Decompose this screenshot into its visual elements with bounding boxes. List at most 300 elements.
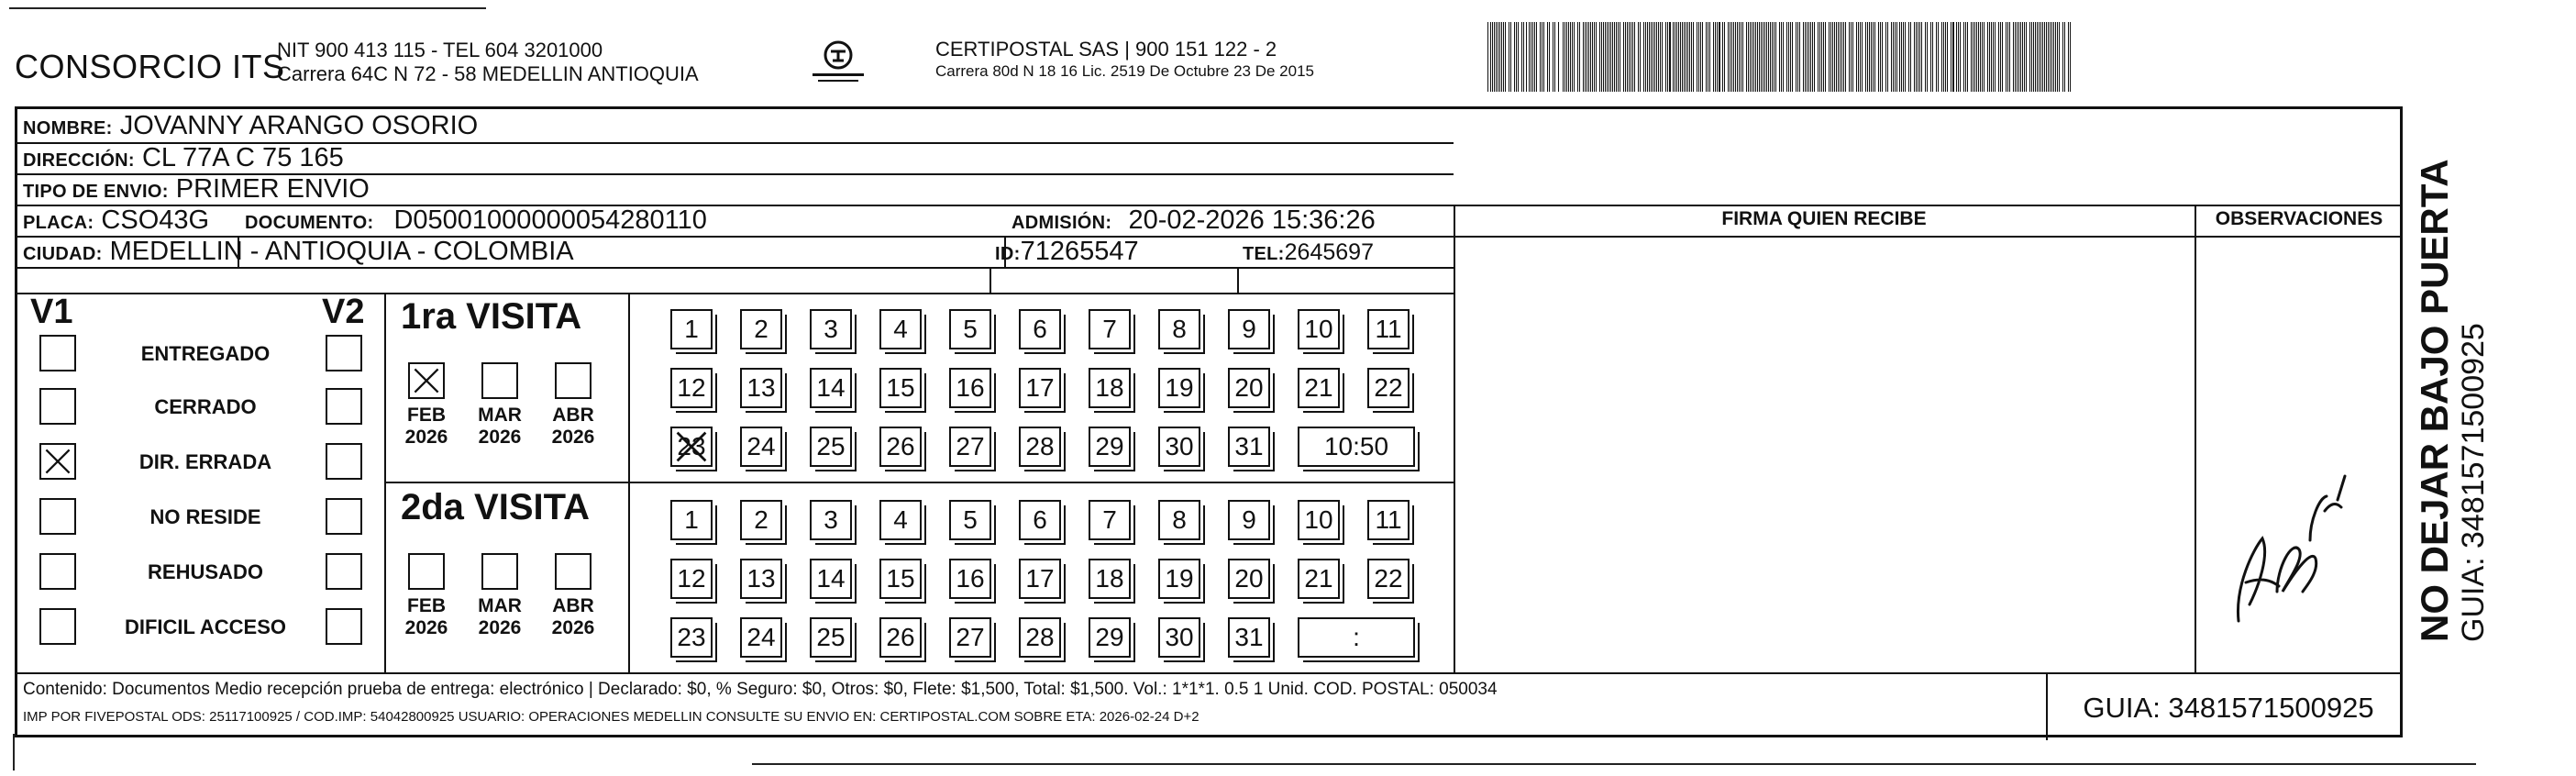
status-label: DIFICIL ACCESO bbox=[124, 615, 286, 638]
visit1-title: 1ra VISITA bbox=[401, 296, 582, 337]
barcode-bar bbox=[1618, 22, 1619, 92]
visit2-day-22[interactable]: 22 bbox=[1367, 559, 1410, 599]
v2-checkbox[interactable] bbox=[326, 498, 362, 535]
visit2-day-9[interactable]: 9 bbox=[1228, 500, 1270, 540]
visit1-day-11[interactable]: 11 bbox=[1367, 309, 1410, 349]
visit2-time-box[interactable]: : bbox=[1298, 617, 1415, 658]
visit1-day-19[interactable]: 19 bbox=[1158, 368, 1200, 408]
id-label: ID: bbox=[995, 244, 1021, 264]
barcode-bar bbox=[2062, 22, 2063, 92]
visit1-month-label bbox=[472, 405, 527, 449]
visit1-day-3[interactable]: 3 bbox=[810, 309, 852, 349]
visit1-day-24[interactable]: 24 bbox=[740, 427, 782, 467]
barcode-bar bbox=[1585, 22, 1586, 92]
barcode-bar bbox=[1905, 22, 1906, 92]
visit1-month-checkbox[interactable] bbox=[408, 362, 445, 399]
visit1-day-10[interactable]: 10 bbox=[1298, 309, 1340, 349]
barcode-bar bbox=[1746, 22, 1747, 92]
visit2-day-15[interactable]: 15 bbox=[879, 559, 922, 599]
barcode-bar bbox=[2026, 22, 2027, 92]
barcode-bar bbox=[1829, 22, 1830, 92]
barcode-bar bbox=[1845, 22, 1846, 92]
visit1-day-15[interactable]: 15 bbox=[879, 368, 922, 408]
barcode-bar bbox=[1662, 22, 1663, 92]
visit2-month-checkbox[interactable] bbox=[555, 553, 591, 590]
tipo-field bbox=[23, 174, 370, 205]
visit2-day-20[interactable]: 20 bbox=[1228, 559, 1270, 599]
barcode-bar bbox=[2059, 22, 2060, 92]
v2-checkbox[interactable] bbox=[326, 443, 362, 480]
month-year: 2026 bbox=[404, 427, 448, 448]
visit2-day-13[interactable]: 13 bbox=[740, 559, 782, 599]
barcode-bar bbox=[1627, 22, 1628, 92]
visit1-day-7[interactable]: 7 bbox=[1089, 309, 1131, 349]
visit1-day-6[interactable]: 6 bbox=[1019, 309, 1061, 349]
barcode-bar bbox=[2070, 22, 2071, 92]
month-name: ABR bbox=[552, 595, 594, 616]
barcode-bar bbox=[1554, 22, 1555, 92]
barcode-bar bbox=[1588, 22, 1589, 92]
barcode-bar bbox=[1647, 22, 1648, 92]
barcode-bar bbox=[2022, 22, 2023, 92]
v1-checkbox[interactable] bbox=[39, 443, 76, 480]
barcode-bar bbox=[2053, 22, 2054, 92]
status-label: NO RESIDE bbox=[149, 505, 261, 528]
barcode-bar bbox=[2064, 22, 2065, 92]
barcode-bar bbox=[1916, 22, 1917, 92]
barcode-bar bbox=[1534, 22, 1535, 92]
visit2-day-4[interactable]: 4 bbox=[879, 500, 922, 540]
direccion-field bbox=[23, 143, 344, 173]
barcode-bar bbox=[1702, 22, 1703, 92]
barcode-bar bbox=[1783, 22, 1784, 92]
v2-checkbox[interactable] bbox=[326, 553, 362, 590]
visit2-month-checkbox[interactable] bbox=[481, 553, 518, 590]
barcode-bar bbox=[1733, 22, 1734, 92]
visit1-month-checkbox[interactable] bbox=[481, 362, 518, 399]
barcode-bar bbox=[1499, 22, 1500, 92]
barcode-bar bbox=[1819, 22, 1820, 92]
barcode-bar bbox=[1594, 22, 1595, 92]
visit2-day-7[interactable]: 7 bbox=[1089, 500, 1131, 540]
handwritten-signature bbox=[2218, 412, 2365, 632]
visit2-day-8[interactable]: 8 bbox=[1158, 500, 1200, 540]
footer-print-info: IMP POR FIVEPOSTAL ODS: 25117100925 / COD.IMP: 54042800925 USUARIO: OPERACIONES MEDELLIN CONSULTE SU ENVIO EN: CERTIPOSTAL.COM SOBRE ETA: 2026-02-24 D+2 bbox=[23, 709, 1200, 725]
barcode-bar bbox=[1490, 22, 1491, 92]
barcode-bar bbox=[1788, 22, 1789, 92]
barcode-bar bbox=[1803, 22, 1804, 92]
barcode-bar bbox=[1925, 22, 1926, 92]
barcode-bar bbox=[1596, 22, 1597, 92]
visit2-day-12[interactable]: 12 bbox=[670, 559, 713, 599]
visit1-day-16[interactable]: 16 bbox=[949, 368, 991, 408]
left-rule bbox=[13, 734, 15, 770]
barcode-bar bbox=[2051, 22, 2052, 92]
month-year: 2026 bbox=[478, 617, 522, 638]
barcode-bar bbox=[1825, 22, 1826, 92]
barcode-bar bbox=[1543, 22, 1544, 92]
barcode-bar bbox=[1510, 22, 1511, 92]
barcode-bar bbox=[1965, 22, 1966, 92]
barcode-bar bbox=[1910, 22, 1911, 92]
barcode-bar bbox=[1651, 22, 1652, 92]
barcode-bar bbox=[1503, 22, 1504, 92]
barcode-bar bbox=[1590, 22, 1591, 92]
visit2-day-3[interactable]: 3 bbox=[810, 500, 852, 540]
barcode-bar bbox=[1523, 22, 1524, 92]
barcode-bar bbox=[1616, 22, 1617, 92]
visit2-month-label bbox=[472, 595, 527, 639]
v2-checkbox[interactable] bbox=[326, 335, 362, 371]
status-label: DIR. ERRADA bbox=[138, 450, 272, 473]
barcode-bar bbox=[1852, 22, 1853, 92]
visit2-day-10[interactable]: 10 bbox=[1298, 500, 1340, 540]
barcode-bar bbox=[1775, 22, 1776, 92]
placa-value: CSO43G bbox=[101, 205, 210, 235]
barcode-bar bbox=[2015, 22, 2016, 92]
company-info bbox=[277, 39, 699, 86]
barcode-bar bbox=[1649, 22, 1650, 92]
visit2-day-14[interactable]: 14 bbox=[810, 559, 852, 599]
barcode-bar bbox=[1768, 22, 1769, 92]
barcode-bar bbox=[2044, 22, 2045, 92]
barcode-bar bbox=[1742, 22, 1743, 92]
visit2-day-2[interactable]: 2 bbox=[740, 500, 782, 540]
barcode-bar bbox=[2031, 22, 2032, 92]
barcode-bar bbox=[1689, 22, 1690, 92]
visit1-day-26[interactable]: 26 bbox=[879, 427, 922, 467]
barcode-bar bbox=[1665, 22, 1666, 92]
barcode-bar bbox=[1974, 22, 1975, 92]
visit1-day-18[interactable]: 18 bbox=[1089, 368, 1131, 408]
barcode-bar bbox=[1945, 22, 1946, 92]
visit1-day-4[interactable]: 4 bbox=[879, 309, 922, 349]
barcode-bar bbox=[1579, 22, 1580, 92]
nombre-label: NOMBRE: bbox=[23, 118, 113, 139]
month-year: 2026 bbox=[478, 427, 522, 448]
visit2-day-27[interactable]: 27 bbox=[949, 617, 991, 658]
barcode-bar bbox=[1682, 22, 1683, 92]
check-x-icon bbox=[41, 445, 74, 478]
visit2-day-18[interactable]: 18 bbox=[1089, 559, 1131, 599]
barcode-bar bbox=[1899, 22, 1900, 92]
visit1-day-1[interactable]: 1 bbox=[670, 309, 713, 349]
barcode-bar bbox=[1638, 22, 1639, 92]
visit1-time-box[interactable]: 10:50 bbox=[1298, 427, 1415, 467]
tipo-value: PRIMER ENVIO bbox=[175, 174, 370, 204]
month-name: MAR bbox=[478, 595, 522, 616]
v2-checkbox[interactable] bbox=[326, 388, 362, 425]
barcode-bar bbox=[1540, 22, 1541, 92]
id-field bbox=[995, 237, 1139, 267]
visit2-day-31[interactable]: 31 bbox=[1228, 617, 1270, 658]
footer-contents: Contenido: Documentos Medio recepción prueba de entrega: electrónico | Declarado: $0, % Seguro: $0, Otros: $0, Flete: $1,500, Total: $1,500. Vol.: 1*1*1. 0.5 1 Unid. COD. POSTAL: 050034 bbox=[23, 680, 1498, 699]
month-name: FEB bbox=[407, 595, 446, 616]
v1-checkbox[interactable] bbox=[39, 608, 76, 645]
visit2-month-label bbox=[546, 595, 601, 639]
barcode-bar bbox=[1739, 22, 1740, 92]
direccion-label: DIRECCIÓN: bbox=[23, 150, 135, 171]
barcode-bar bbox=[1932, 22, 1933, 92]
barcode-bar bbox=[1601, 22, 1602, 92]
barcode-bar bbox=[1836, 22, 1837, 92]
visit2-day-17[interactable]: 17 bbox=[1019, 559, 1061, 599]
barcode-bar bbox=[1947, 22, 1948, 92]
visit1-month-checkbox[interactable] bbox=[555, 362, 591, 399]
barcode-bar bbox=[2039, 22, 2040, 92]
barcode-bar bbox=[1724, 22, 1725, 92]
visit2-day-25[interactable]: 25 bbox=[810, 617, 852, 658]
barcode-bar bbox=[1549, 22, 1550, 92]
id-value: 71265547 bbox=[1020, 237, 1139, 266]
barcode-bar bbox=[1914, 22, 1915, 92]
visit1-day-23[interactable]: 23 bbox=[670, 427, 713, 467]
barcode-bar bbox=[1814, 22, 1815, 92]
barcode-bar bbox=[1547, 22, 1548, 92]
barcode-bar bbox=[2035, 22, 2036, 92]
barcode-bar bbox=[1717, 22, 1718, 92]
barcode-bar bbox=[1851, 22, 1852, 92]
barcode-bar bbox=[2002, 22, 2003, 92]
barcode-bar bbox=[1558, 22, 1559, 92]
visit2-day-28[interactable]: 28 bbox=[1019, 617, 1061, 658]
month-name: MAR bbox=[478, 405, 522, 426]
v1-heading: V1 bbox=[30, 293, 73, 331]
barcode-bar bbox=[1764, 22, 1765, 92]
barcode-bar bbox=[1487, 22, 1488, 92]
barcode-bar bbox=[1673, 22, 1674, 92]
barcode-bar bbox=[1967, 22, 1968, 92]
barcode-bar bbox=[1834, 22, 1835, 92]
status-label: ENTREGADO bbox=[140, 342, 271, 365]
barcode-bar bbox=[1873, 22, 1874, 92]
visit2-title: 2da VISITA bbox=[401, 487, 590, 527]
barcode-bar bbox=[1753, 22, 1754, 92]
barcode-bar bbox=[1896, 22, 1897, 92]
barcode-bar bbox=[1748, 22, 1749, 92]
barcode-bar bbox=[1880, 22, 1881, 92]
barcode-bar bbox=[1684, 22, 1685, 92]
visit1-day-20[interactable]: 20 bbox=[1228, 368, 1270, 408]
visit1-day-30[interactable]: 30 bbox=[1158, 427, 1200, 467]
visit1-day-21[interactable]: 21 bbox=[1298, 368, 1340, 408]
barcode-bar bbox=[1496, 22, 1497, 92]
barcode-bar bbox=[1849, 22, 1850, 92]
barcode-bar bbox=[1700, 22, 1701, 92]
admision-value: 20-02-2026 15:36:26 bbox=[1128, 205, 1376, 235]
barcode-bar bbox=[1728, 22, 1729, 92]
barcode-bar bbox=[1592, 22, 1593, 92]
barcode-bar bbox=[1978, 22, 1979, 92]
barcode-bar bbox=[1980, 22, 1981, 92]
barcode-bar bbox=[1737, 22, 1738, 92]
barcode-bar bbox=[1529, 22, 1530, 92]
barcode bbox=[1487, 22, 2074, 92]
barcode-bar bbox=[1532, 22, 1533, 92]
barcode-bar bbox=[2055, 22, 2056, 92]
barcode-bar bbox=[1536, 22, 1537, 92]
barcode-bar bbox=[1995, 22, 1996, 92]
barcode-bar bbox=[2042, 22, 2043, 92]
admision-label: ADMISIÓN: bbox=[1012, 213, 1112, 233]
status-label: REHUSADO bbox=[148, 560, 263, 583]
visit1-month-label bbox=[546, 405, 601, 449]
barcode-bar bbox=[2006, 22, 2007, 92]
day-cross-mark bbox=[670, 427, 713, 467]
tel-field bbox=[1243, 239, 1374, 266]
visit1-day-12[interactable]: 12 bbox=[670, 368, 713, 408]
barcode-bar bbox=[1645, 22, 1646, 92]
barcode-bar bbox=[1574, 22, 1575, 92]
barcode-bar bbox=[1936, 22, 1937, 92]
barcode-bar bbox=[1808, 22, 1809, 92]
barcode-bar bbox=[1731, 22, 1732, 92]
v1-checkbox[interactable] bbox=[39, 388, 76, 425]
barcode-bar bbox=[1865, 22, 1866, 92]
barcode-bar bbox=[1882, 22, 1883, 92]
barcode-bar bbox=[1878, 22, 1879, 92]
barcode-bar bbox=[1755, 22, 1756, 92]
barcode-bar bbox=[2024, 22, 2025, 92]
v1-checkbox[interactable] bbox=[39, 335, 76, 371]
barcode-bar bbox=[1610, 22, 1611, 92]
barcode-bar bbox=[1927, 22, 1928, 92]
visit1-day-14[interactable]: 14 bbox=[810, 368, 852, 408]
nit-line: NIT 900 413 115 - TEL 604 3201000 bbox=[277, 39, 603, 61]
visit2-month-label bbox=[399, 595, 454, 639]
barcode-bar bbox=[1563, 22, 1564, 92]
barcode-bar bbox=[1823, 22, 1824, 92]
visit1-day-2[interactable]: 2 bbox=[740, 309, 782, 349]
visit2-day-26[interactable]: 26 bbox=[879, 617, 922, 658]
barcode-bar bbox=[1494, 22, 1495, 92]
visit2-day-6[interactable]: 6 bbox=[1019, 500, 1061, 540]
barcode-bar bbox=[1691, 22, 1692, 92]
barcode-bar bbox=[1667, 22, 1668, 92]
barcode-bar bbox=[1956, 22, 1957, 92]
barcode-bar bbox=[2040, 22, 2041, 92]
barcode-bar bbox=[1770, 22, 1771, 92]
visit1-day-5[interactable]: 5 bbox=[949, 309, 991, 349]
cross-x-icon bbox=[670, 427, 713, 467]
visit1-day-17[interactable]: 17 bbox=[1019, 368, 1061, 408]
barcode-bar bbox=[1715, 22, 1716, 92]
visit1-day-9[interactable]: 9 bbox=[1228, 309, 1270, 349]
barcode-bar bbox=[1693, 22, 1694, 92]
barcode-bar bbox=[2033, 22, 2034, 92]
barcode-bar bbox=[1516, 22, 1517, 92]
visit2-day-24[interactable]: 24 bbox=[740, 617, 782, 658]
barcode-bar bbox=[2048, 22, 2049, 92]
visit1-day-8[interactable]: 8 bbox=[1158, 309, 1200, 349]
certipostal-seal-icon bbox=[811, 37, 866, 92]
check-x-icon bbox=[410, 364, 443, 397]
barcode-bar bbox=[1658, 22, 1659, 92]
placa-field bbox=[23, 205, 209, 236]
barcode-bar bbox=[1858, 22, 1859, 92]
barcode-bar bbox=[1856, 22, 1857, 92]
visit2-day-23[interactable]: 23 bbox=[670, 617, 713, 658]
visit2-day-1[interactable]: 1 bbox=[670, 500, 713, 540]
barcode-bar bbox=[1976, 22, 1977, 92]
barcode-bar bbox=[1713, 22, 1714, 92]
visit2-day-19[interactable]: 19 bbox=[1158, 559, 1200, 599]
barcode-bar bbox=[2057, 22, 2058, 92]
visit2-month-checkbox[interactable] bbox=[408, 553, 445, 590]
placa-label: PLACA: bbox=[23, 213, 94, 233]
carrier-info bbox=[935, 39, 1314, 83]
visit1-day-29[interactable]: 29 bbox=[1089, 427, 1131, 467]
barcode-bar bbox=[1722, 22, 1723, 92]
barcode-bar bbox=[1706, 22, 1707, 92]
nombre-field bbox=[23, 111, 478, 141]
visit1-day-22[interactable]: 22 bbox=[1367, 368, 1410, 408]
barcode-bar bbox=[1993, 22, 1994, 92]
barcode-bar bbox=[1840, 22, 1841, 92]
visit2-day-11[interactable]: 11 bbox=[1367, 500, 1410, 540]
barcode-bar bbox=[1885, 22, 1886, 92]
barcode-bar bbox=[1629, 22, 1630, 92]
barcode-bar bbox=[1874, 22, 1875, 92]
visit2-day-16[interactable]: 16 bbox=[949, 559, 991, 599]
barcode-bar bbox=[1577, 22, 1578, 92]
tipo-label: TIPO DE ENVIO: bbox=[23, 182, 169, 202]
barcode-bar bbox=[1901, 22, 1902, 92]
barcode-bar bbox=[1750, 22, 1751, 92]
barcode-bar bbox=[1566, 22, 1567, 92]
visit1-day-31[interactable]: 31 bbox=[1228, 427, 1270, 467]
barcode-bar bbox=[1757, 22, 1758, 92]
barcode-bar bbox=[1963, 22, 1964, 92]
address-line: Carrera 64C N 72 - 58 MEDELLIN ANTIOQUIA bbox=[277, 62, 699, 85]
barcode-bar bbox=[2029, 22, 2030, 92]
visit2-day-21[interactable]: 21 bbox=[1298, 559, 1340, 599]
barcode-bar bbox=[1564, 22, 1565, 92]
barcode-bar bbox=[1612, 22, 1613, 92]
barcode-bar bbox=[1832, 22, 1833, 92]
visit1-day-13[interactable]: 13 bbox=[740, 368, 782, 408]
top-rule bbox=[9, 7, 486, 9]
visit2-day-30[interactable]: 30 bbox=[1158, 617, 1200, 658]
v2-checkbox[interactable] bbox=[326, 608, 362, 645]
barcode-bar bbox=[1660, 22, 1661, 92]
v2-heading: V2 bbox=[322, 293, 365, 331]
visit1-day-27[interactable]: 27 bbox=[949, 427, 991, 467]
v1-checkbox[interactable] bbox=[39, 553, 76, 590]
barcode-bar bbox=[1786, 22, 1787, 92]
visit2-day-5[interactable]: 5 bbox=[949, 500, 991, 540]
ciudad-value: MEDELLIN - ANTIOQUIA - COLOMBIA bbox=[109, 237, 574, 266]
v1-checkbox[interactable] bbox=[39, 498, 76, 535]
barcode-bar bbox=[1735, 22, 1736, 92]
carrier-line-1: CERTIPOSTAL SAS | 900 151 122 - 2 bbox=[935, 38, 1277, 61]
guia-number: GUIA: 3481571500925 bbox=[2083, 692, 2374, 724]
barcode-bar bbox=[1792, 22, 1793, 92]
barcode-bar bbox=[1518, 22, 1519, 92]
barcode-bar bbox=[1676, 22, 1677, 92]
observaciones-header: OBSERVACIONES bbox=[2215, 208, 2383, 229]
visit2-day-29[interactable]: 29 bbox=[1089, 617, 1131, 658]
month-year: 2026 bbox=[404, 617, 448, 638]
barcode-bar bbox=[2037, 22, 2038, 92]
visit1-day-28[interactable]: 28 bbox=[1019, 427, 1061, 467]
barcode-bar bbox=[1871, 22, 1872, 92]
barcode-bar bbox=[1843, 22, 1844, 92]
visit1-day-25[interactable]: 25 bbox=[810, 427, 852, 467]
barcode-bar bbox=[1781, 22, 1782, 92]
barcode-bar bbox=[2017, 22, 2018, 92]
barcode-bar bbox=[1790, 22, 1791, 92]
